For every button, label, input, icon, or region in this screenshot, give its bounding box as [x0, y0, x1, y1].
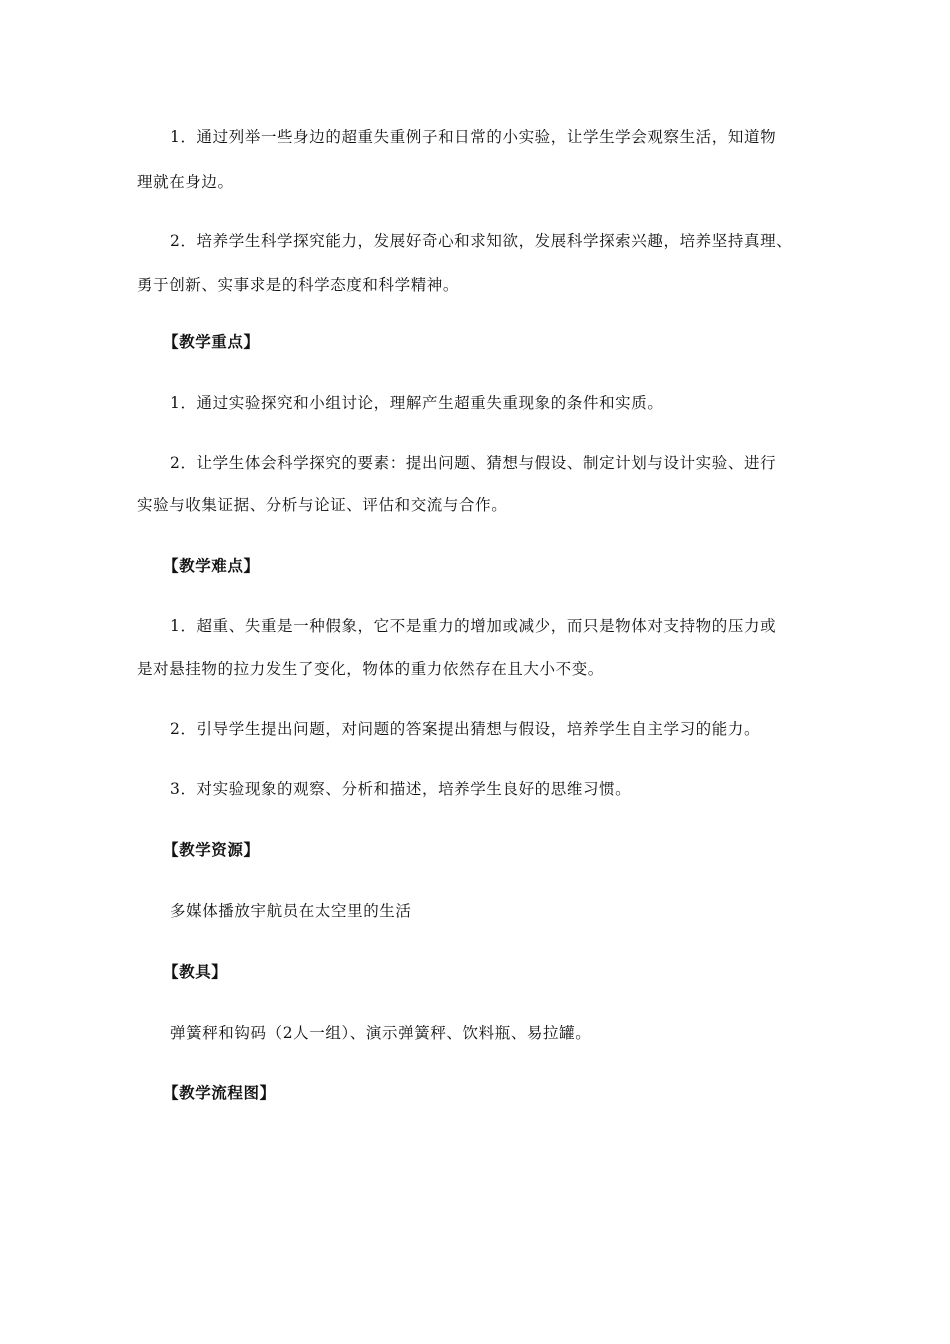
resources-text: 多媒体播放宇航员在太空里的生活 — [170, 902, 412, 920]
flowchart-heading: 【教学流程图】 — [163, 1084, 276, 1102]
difficulty-2: 2．引导学生提出问题，对问题的答案提出猜想与假设，培养学生自主学习的能力。 — [170, 720, 761, 738]
tools-text: 弹簧秤和钩码（2人一组）、演示弹簧秤、饮料瓶、易拉罐。 — [170, 1024, 592, 1042]
difficulty-3: 3．对实验现象的观察、分析和描述，培养学生良好的思维习惯。 — [170, 780, 632, 798]
key-points-heading: 【教学重点】 — [163, 333, 260, 351]
key-point-2-line-2: 实验与收集证据、分析与论证、评估和交流与合作。 — [137, 496, 508, 514]
objective-2-line-1: 2．培养学生科学探究能力，发展好奇心和求知欲，发展科学探索兴趣，培养坚持真理、 — [170, 232, 793, 250]
difficulties-heading: 【教学难点】 — [163, 557, 260, 575]
objective-2-line-2: 勇于创新、实事求是的科学态度和科学精神。 — [137, 276, 460, 294]
objective-1-line-2: 理就在身边。 — [137, 173, 234, 191]
objective-1-line-1: 1．通过列举一些身边的超重失重例子和日常的小实验，让学生学会观察生活，知道物 — [170, 128, 777, 146]
difficulty-1-line-1: 1．超重、失重是一种假象，它不是重力的增加或减少，而只是物体对支持物的压力或 — [170, 617, 777, 635]
resources-heading: 【教学资源】 — [163, 841, 260, 859]
key-point-1: 1．通过实验探究和小组讨论，理解产生超重失重现象的条件和实质。 — [170, 394, 664, 412]
tools-heading: 【教具】 — [163, 963, 228, 981]
key-point-2-line-1: 2．让学生体会科学探究的要素：提出问题、猜想与假设、制定计划与设计实验、进行 — [170, 454, 777, 472]
difficulty-1-line-2: 是对悬挂物的拉力发生了变化，物体的重力依然存在且大小不变。 — [137, 660, 604, 678]
